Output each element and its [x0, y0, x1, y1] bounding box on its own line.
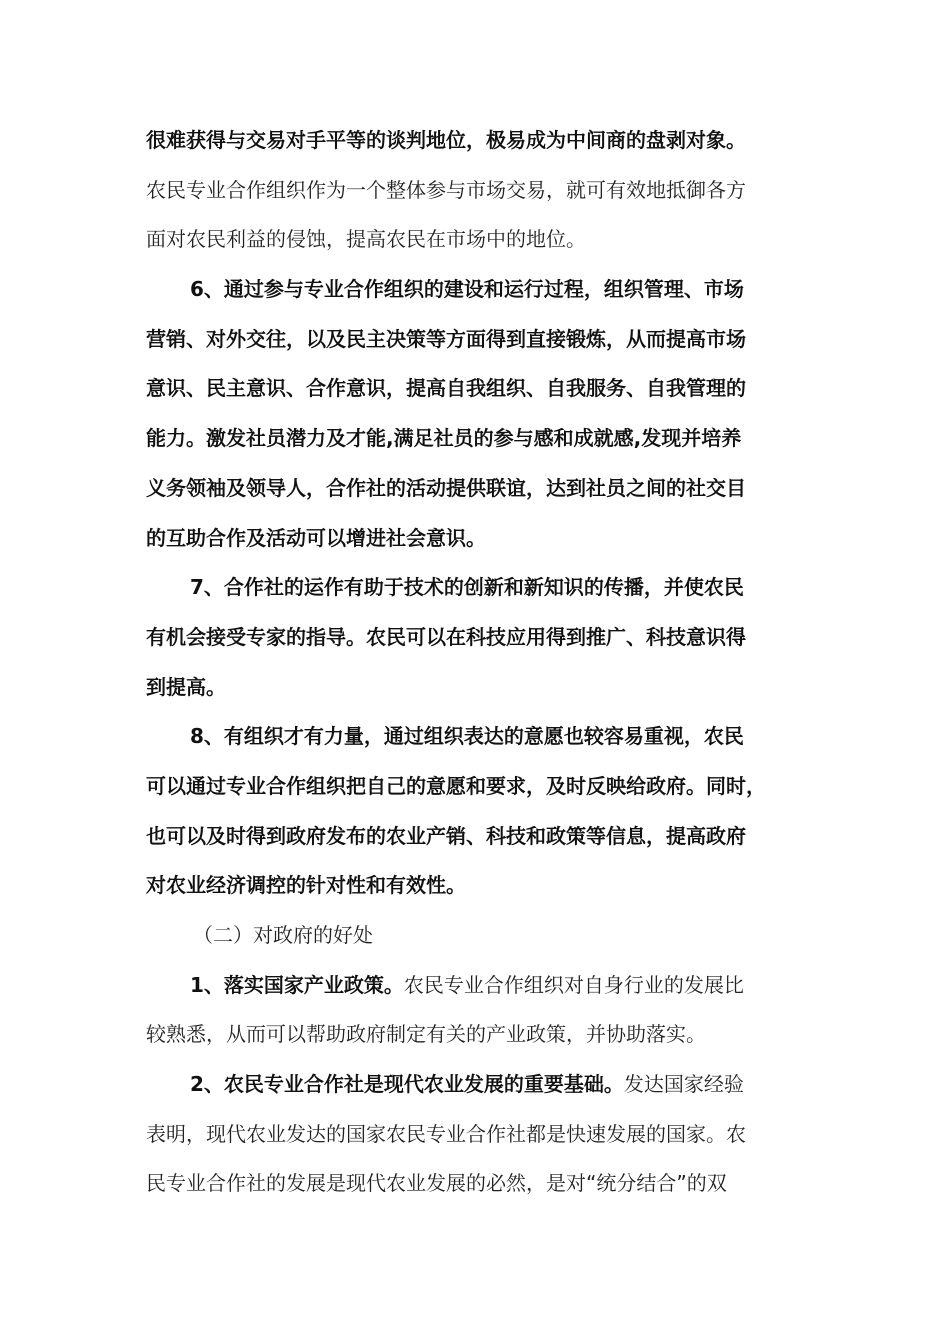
text-line-11: [146, 613, 810, 663]
text-line-14: [146, 762, 810, 812]
bold-text: 到提高。: [146, 674, 226, 699]
bold-text: 可以通过专业合作组织把自己的意愿和要求，及时反映给政府。同时，: [146, 773, 766, 798]
text-line-2: [146, 166, 810, 216]
bold-text: 对农业经济调控的针对性和有效性。: [146, 873, 466, 898]
normal-text: 表明，现代农业发达的国家农民专业合作社都是快速发展的国家。农: [146, 1121, 746, 1146]
bold-text: 2、农民专业合作社是现代农业发展的重要基础。: [190, 1072, 624, 1097]
bold-text: 7、合作社的运作有助于技术的创新和新知识的传播，并使农民: [190, 575, 744, 600]
bold-text: 营销、对外交往，以及民主决策等方面得到直接锻炼，从而提高市场: [146, 326, 746, 351]
bold-text: 义务领袖及领导人，合作社的活动提供联谊，达到社员之间的社交目: [146, 475, 746, 500]
normal-text: 农民专业合作组织作为一个整体参与市场交易，就可有效地抵御各方: [146, 177, 746, 202]
normal-text: 面对农民利益的侵蚀，提高农民在市场中的地位。: [146, 227, 586, 252]
bold-text: 意识、民主意识、合作意识，提高自我组织、自我服务、自我管理的: [146, 376, 746, 401]
text-line-7: [146, 414, 810, 464]
bold-text: 很难获得与交易对手平等的谈判地位，极易成为中间商的盘剥对象。: [146, 128, 746, 152]
text-line-9: [146, 514, 810, 564]
text-line-16: [146, 861, 810, 911]
text-line-20: [146, 1060, 810, 1110]
text-line-19: [146, 1010, 810, 1060]
bold-text: 能力。激发社员潜力及才能,满足社员的参与感和成就感,发现并培养: [146, 426, 742, 451]
text-line-12: [146, 663, 810, 713]
text-line-15: [146, 812, 810, 862]
normal-text: 农民专业合作组织对自身行业的发展比: [403, 972, 744, 997]
bold-text: 的互助合作及活动可以增进社会意识。: [146, 525, 486, 550]
bold-text: 6、通过参与专业合作组织的建设和运行过程，组织管理、市场: [190, 277, 744, 302]
bold-text: 8、有组织才有力量，通过组织表达的意愿也较容易重视，农民: [190, 724, 744, 749]
normal-text: 较熟悉，从而可以帮助政府制定有关的产业政策，并协助落实。: [146, 1022, 706, 1047]
text-line-10: [146, 563, 810, 613]
bold-text: 也可以及时得到政府发布的农业产销、科技和政策等信息，提高政府: [146, 823, 746, 848]
bold-text: 有机会接受专家的指导。农民可以在科技应用得到推广、科技意识得: [146, 624, 746, 649]
text-line-22: [146, 1159, 810, 1209]
text-line-4: [146, 265, 810, 315]
text-line-21: [146, 1110, 810, 1160]
text-line-18: [146, 961, 810, 1011]
normal-text: （二）对政府的好处: [193, 923, 373, 947]
document-page: [146, 116, 810, 1209]
section-heading: [146, 911, 810, 961]
text-line-5: [146, 315, 810, 365]
normal-text: 民专业合作社的发展是现代农业发展的必然，是对“统分结合”的双: [146, 1171, 727, 1196]
normal-text: 发达国家经验: [623, 1072, 744, 1097]
bold-text: 1、落实国家产业政策。: [190, 972, 404, 997]
text-line-13: [146, 712, 810, 762]
text-line-3: [146, 215, 810, 265]
text-line-6: [146, 364, 810, 414]
text-line-8: [146, 464, 810, 514]
text-line-1: [146, 116, 810, 166]
